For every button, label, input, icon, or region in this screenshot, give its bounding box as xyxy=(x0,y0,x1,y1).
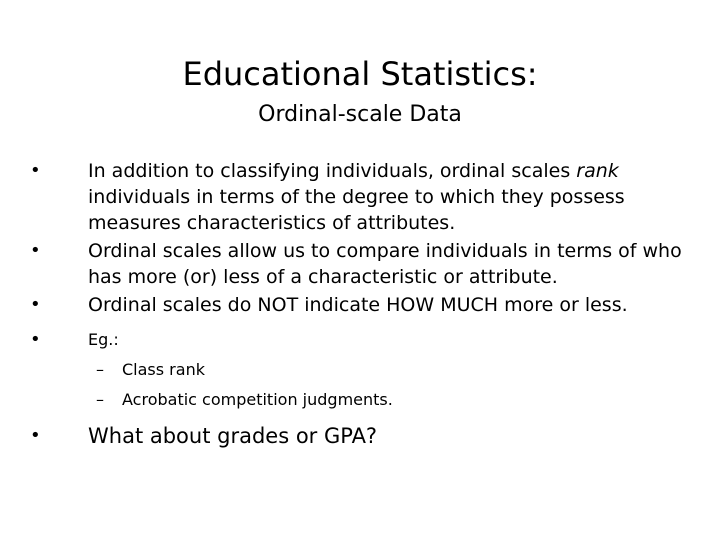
bullet-glyph: • xyxy=(30,240,41,261)
sub-bullet-item xyxy=(30,358,690,382)
bullet-glyph: • xyxy=(30,294,41,315)
bullet-glyph: • xyxy=(30,160,41,181)
bullet-item xyxy=(30,292,690,318)
bullet-item xyxy=(30,422,690,450)
bullet-text: Eg.: xyxy=(88,330,119,349)
bullet-item xyxy=(30,158,690,236)
dash-glyph: – xyxy=(96,390,104,409)
bullet-text-emphasis: rank xyxy=(576,160,619,182)
bullet-text-post: individuals in terms of the degree to which they possess measures characteristics of attributes. xyxy=(88,186,625,234)
bullet-item xyxy=(30,328,690,352)
slide-title: Educational Statistics: xyxy=(182,55,538,93)
bullet-glyph: • xyxy=(30,425,41,446)
slide-subtitle: Ordinal-scale Data xyxy=(258,102,462,127)
bullet-text: What about grades or GPA? xyxy=(88,424,378,448)
bullet-item xyxy=(30,238,690,290)
bullet-text: Ordinal scales do NOT indicate HOW MUCH more or less. xyxy=(88,294,628,316)
sub-bullet-text: Acrobatic competition judgments. xyxy=(122,390,393,409)
bullet-text: Ordinal scales allow us to compare individuals in terms of who has more (or) less of a characteristic or attribute. xyxy=(88,240,682,288)
sub-bullet-text: Class rank xyxy=(122,360,205,379)
bullet-list xyxy=(30,158,690,452)
sub-bullet-item xyxy=(30,388,690,412)
bullet-glyph: • xyxy=(30,329,41,350)
bullet-text-pre: In addition to classifying individuals, ordinal scales xyxy=(88,160,577,182)
dash-glyph: – xyxy=(96,360,104,379)
